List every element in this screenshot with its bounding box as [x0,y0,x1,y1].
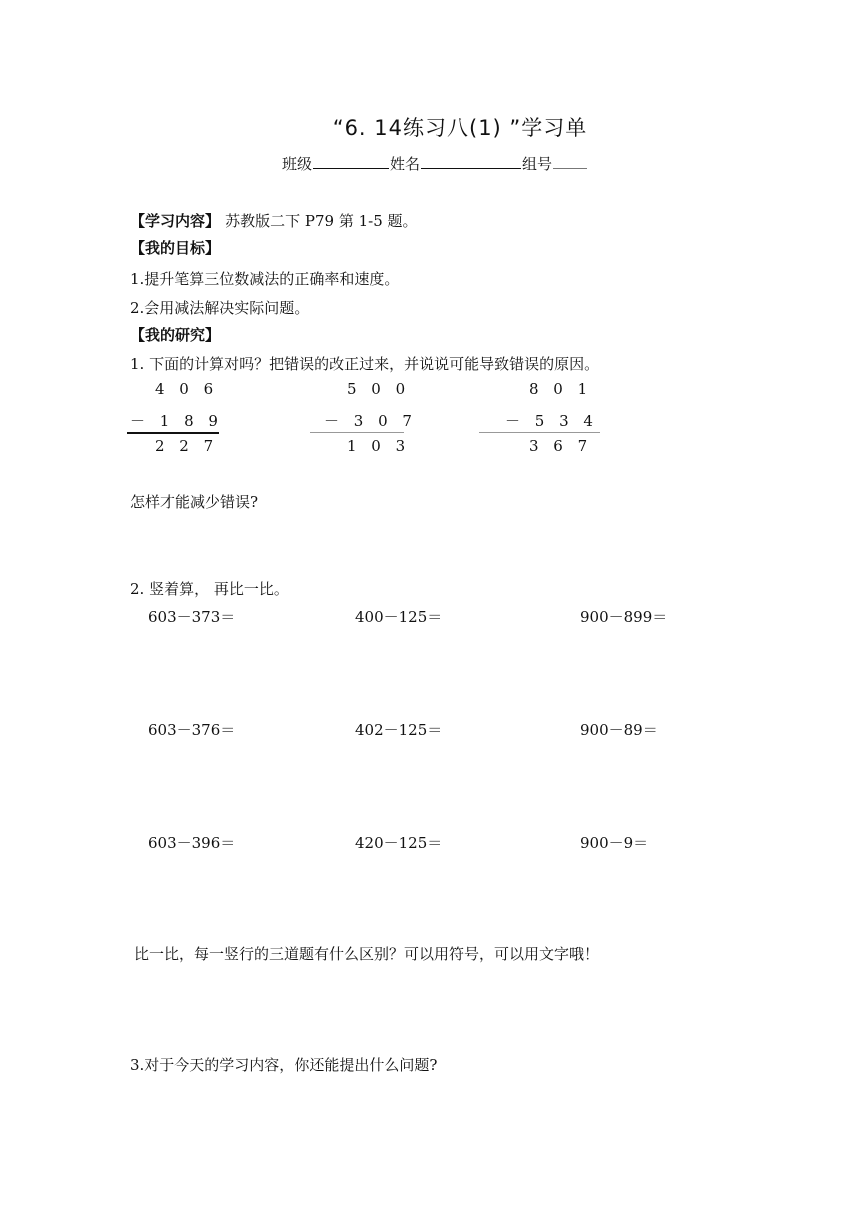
exercise-item: 603－373＝ [148,608,236,626]
exercise-item: 420－125＝ [355,834,443,852]
goal-item: 1.提升笔算三位数减法的正确率和速度。 [130,270,400,288]
content-section [130,210,418,231]
q3-prompt: 3.对于今天的学习内容，你还能提出什么问题? [130,1056,438,1074]
content-label: 【学习内容】 [130,212,221,230]
calc-top: 8 0 1 [529,380,593,398]
calc-line [310,432,404,433]
calc-line [479,432,600,433]
research-label: 【我的研究】 [130,326,221,344]
q2-compare: 比一比，每一竖行的三道题有什么区别？可以用符号，可以用文字哦！ [134,945,600,963]
calc-subtrahend: － 1 8 9 [130,412,223,430]
exercise-item: 603－396＝ [148,834,236,852]
class-label: 班级 [282,155,313,173]
q1-prompt: 1. 下面的计算对吗？把错误的改正过来，并说说可能导致错误的原因。 [130,355,600,373]
name-label: 姓名 [390,155,421,173]
group-label: 组号 [522,155,553,173]
calc-subtrahend: － 5 3 4 [505,412,598,430]
page-title: “6. 14练习八(1) ”学习单 [332,116,588,140]
exercise-item: 900－9＝ [580,834,649,852]
goal-item: 2.会用减法解决实际问题。 [130,299,310,317]
calc-top: 5 0 0 [347,380,411,398]
calc-top: 4 0 6 [155,380,219,398]
group-blank [553,154,587,169]
calc-result: 2 2 7 [155,437,219,455]
class-blank [313,154,389,169]
content-text: 苏教版二下 P79 第 1-5 题。 [225,212,418,230]
calc-result: 1 0 3 [347,437,411,455]
calc-line [127,432,219,434]
goals-label: 【我的目标】 [130,239,221,257]
exercise-item: 900－89＝ [580,721,658,739]
exercise-item: 402－125＝ [355,721,443,739]
exercise-item: 900－899＝ [580,608,668,626]
calc-result: 3 6 7 [529,437,593,455]
student-info-line [282,153,588,174]
name-blank [421,154,521,169]
calc-subtrahend: － 3 0 7 [324,412,417,430]
q1-followup: 怎样才能减少错误? [130,493,259,511]
q2-prompt: 2. 竖着算， 再比一比。 [130,580,289,598]
exercise-item: 603－376＝ [148,721,236,739]
exercise-item: 400－125＝ [355,608,443,626]
